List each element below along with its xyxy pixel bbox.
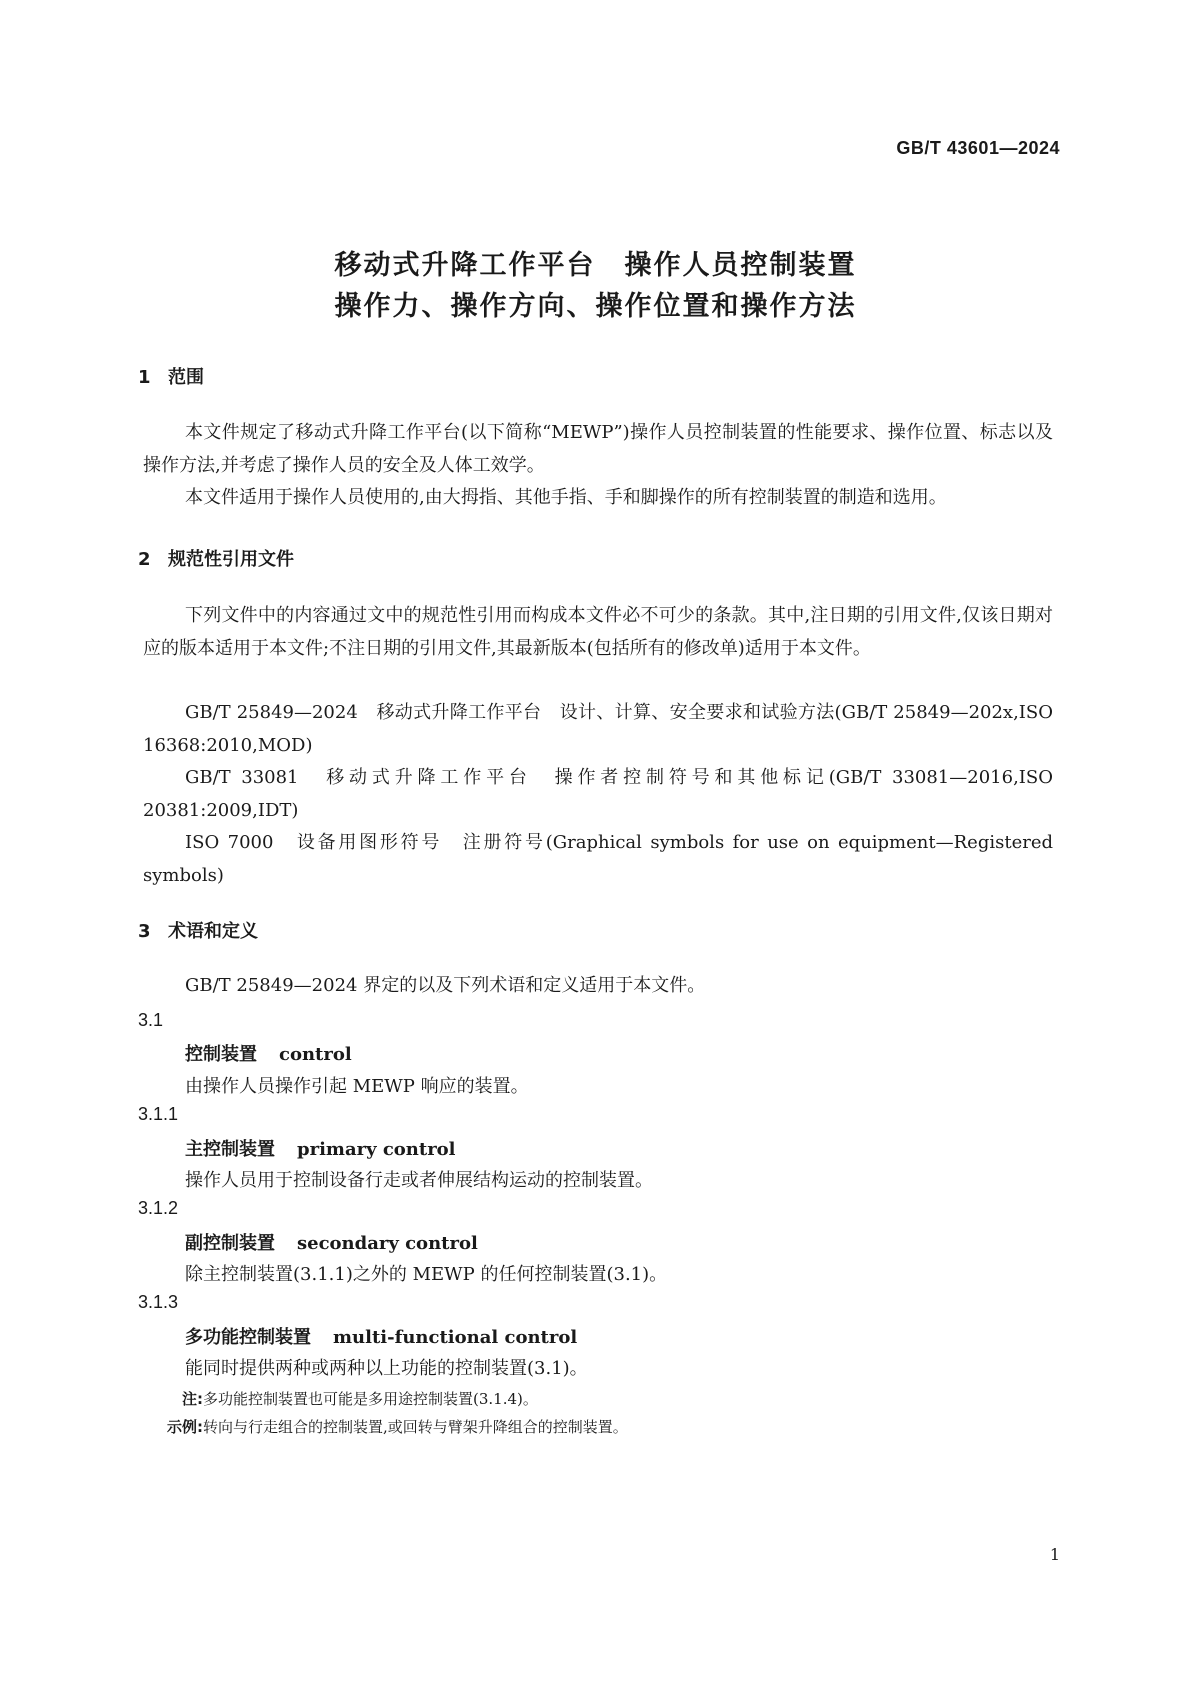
section-2-paragraph-1: 下列文件中的内容通过文中的规范性引用而构成本文件必不可少的条款。其中,注日期的引用文件,仅该日期对应的版本适用于本文件;不注日期的引用文件,其最新版本(包括所有的修改单)适用于本文件。 <box>143 605 1053 659</box>
reference-iso-7000: ISO 7000 设备用图形符号 注册符号(Graphical symbols for use on equipment—Registered symbols) <box>143 832 1053 886</box>
term-heading: 副控制装置 secondary control <box>185 1233 478 1254</box>
section-number: 2 <box>138 549 151 570</box>
term-heading: 多功能控制装置 multi-functional control <box>185 1327 578 1348</box>
term-number: 3.1.3 <box>138 1292 179 1312</box>
section-number: 1 <box>138 367 151 388</box>
term-heading: 控制装置 control <box>185 1044 352 1065</box>
term-number: 3.1.1 <box>138 1104 179 1124</box>
document-title-line-2: 操作力、操作方向、操作位置和操作方法 <box>334 291 857 322</box>
term-definition: 操作人员用于控制设备行走或者伸展结构运动的控制装置。 <box>185 1170 653 1191</box>
reference-gbt-25849: GB/T 25849—2024 移动式升降工作平台 设计、计算、安全要求和试验方法(GB/T 25849—202x,ISO 16368:2010,MOD) <box>143 702 1053 756</box>
term-note: 注:多功能控制装置也可能是多用途控制装置(3.1.4)。 <box>182 1390 538 1408</box>
term-heading: 主控制装置 primary control <box>185 1139 456 1160</box>
section-number: 3 <box>138 921 151 942</box>
section-3-paragraph-1: GB/T 25849—2024 界定的以及下列术语和定义适用于本文件。 <box>185 975 706 996</box>
section-3-heading <box>138 917 258 943</box>
page-number: 1 <box>1049 1545 1060 1564</box>
term-example: 示例:转向与行走组合的控制装置,或回转与臂架升降组合的控制装置。 <box>167 1418 628 1436</box>
section-1-heading <box>138 363 204 389</box>
section-title: 规范性引用文件 <box>168 549 294 570</box>
term-definition: 由操作人员操作引起 MEWP 响应的装置。 <box>185 1076 529 1097</box>
document-title-line-1: 移动式升降工作平台 操作人员控制装置 <box>334 250 857 281</box>
section-1-paragraph-1: 本文件规定了移动式升降工作平台(以下简称“MEWP”)操作人员控制装置的性能要求、操作位置、标志以及操作方法,并考虑了操作人员的安全及人体工效学。 <box>143 422 1053 476</box>
section-title: 术语和定义 <box>168 921 258 942</box>
term-number: 3.1.2 <box>138 1198 179 1218</box>
term-definition: 除主控制装置(3.1.1)之外的 MEWP 的任何控制装置(3.1)。 <box>185 1264 668 1285</box>
standard-number: GB/T 43601—2024 <box>896 138 1060 158</box>
section-1-paragraph-2: 本文件适用于操作人员使用的,由大拇指、其他手指、手和脚操作的所有控制装置的制造和选用。 <box>185 487 947 508</box>
section-2-heading <box>138 545 294 571</box>
term-definition: 能同时提供两种或两种以上功能的控制装置(3.1)。 <box>185 1358 588 1379</box>
section-title: 范围 <box>168 367 204 388</box>
term-number: 3.1 <box>138 1010 164 1030</box>
reference-gbt-33081: GB/T 33081 移动式升降工作平台 操作者控制符号和其他标记(GB/T 33081—2016,ISO 20381:2009,IDT) <box>143 767 1053 821</box>
